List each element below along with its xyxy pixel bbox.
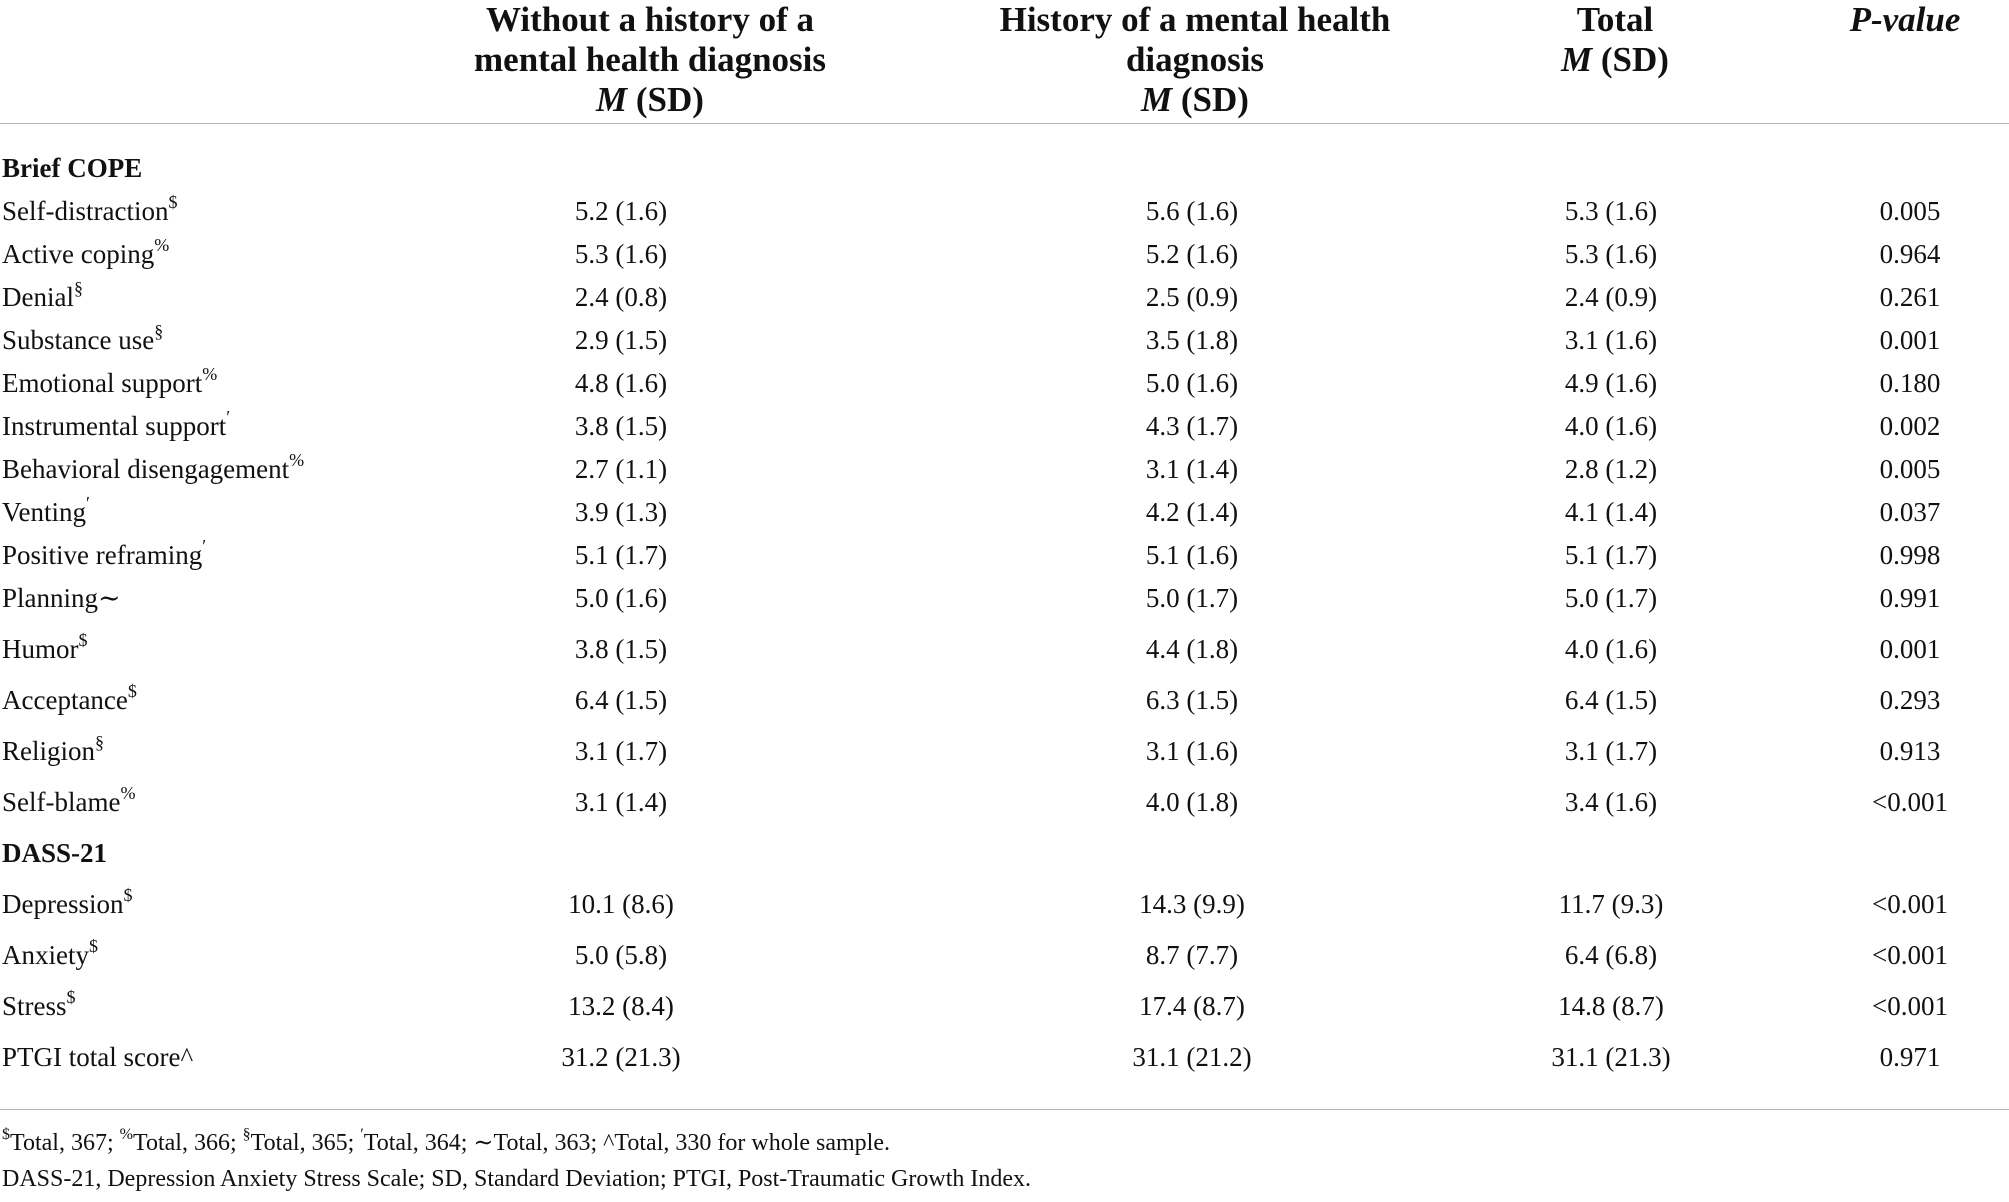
cell-total: 5.0 (1.7) [1564,583,1658,613]
table-header [0,0,2009,123]
row-label-text: Humor [2,634,79,664]
cell-history: 2.5 (0.9) [1145,282,1239,312]
cell-pvalue: 0.991 [1879,583,1941,613]
cell-without-history: 5.1 (1.7) [574,540,668,570]
row-label-text: Behavioral disengagement [2,454,290,484]
cell-without-history: 3.9 (1.3) [574,497,668,527]
cell-history: 5.1 (1.6) [1145,540,1239,570]
cell-total: 3.4 (1.6) [1564,787,1658,817]
cell-history: 5.0 (1.7) [1145,583,1239,613]
row-label-text: Depression [2,889,124,919]
cell-pvalue: 0.180 [1879,368,1941,398]
footnote-mark: % [202,364,218,384]
cell-pvalue: 0.293 [1879,685,1941,715]
cell-history: 4.4 (1.8) [1145,634,1239,664]
table-row [0,884,2009,924]
cell-total: 14.8 (8.7) [1558,991,1664,1021]
cell-history: 4.0 (1.8) [1145,787,1239,817]
table-row [0,1037,2009,1077]
header-pvalue-label: P-value [1849,0,1961,39]
footnote-mark: § [73,278,83,298]
footnote-text: Total, 364; ∼Total, 363; ^Total, 330 for whole sample. [363,1130,890,1156]
row-label [2,492,90,532]
row-label-text: Stress [2,991,67,1021]
cell-total: 5.3 (1.6) [1564,239,1658,269]
header-history-line1: History of a mental health [999,0,1391,39]
cell-total: 2.4 (0.9) [1564,282,1658,312]
cell-history: 5.2 (1.6) [1145,239,1239,269]
cell-pvalue: <0.001 [1872,991,1948,1021]
cell-pvalue: <0.001 [1872,940,1948,970]
footnote-mark: § [154,321,164,341]
header-total-stat [1500,40,1730,80]
cell-without-history: 13.2 (8.4) [568,991,674,1021]
cell-total: 4.0 (1.6) [1564,411,1658,441]
row-label-text: Venting [2,497,86,527]
cell-without-history: 2.4 (0.8) [574,282,668,312]
row-label-text: Religion [2,736,95,766]
cell-total: 2.8 (1.2) [1564,454,1658,484]
footer-divider [0,1109,2009,1110]
footnote-text: Total, 365; [250,1130,361,1156]
row-label [2,884,132,924]
footnote-mark: ′ [226,407,231,427]
cell-total: 5.3 (1.6) [1564,196,1658,226]
table-row [0,492,2009,532]
footnote-mark: $ [168,192,178,212]
footnote-mark: $ [123,885,133,905]
row-label [2,629,88,669]
cell-total: 31.1 (21.3) [1551,1042,1671,1072]
footnote-mark: % [154,235,170,255]
cell-total: 3.1 (1.7) [1564,736,1658,766]
header-without-history [440,0,860,120]
table-row [0,935,2009,975]
row-label [2,731,104,771]
row-label-text: Acceptance [2,685,128,715]
row-label [2,680,137,720]
cell-pvalue: 0.002 [1879,411,1941,441]
cell-history: 3.1 (1.4) [1145,454,1239,484]
row-label-text: Instrumental support [2,411,227,441]
row-label [2,1037,193,1077]
section-row [0,148,2009,188]
header-total [1500,0,1730,80]
footnote-mark: § [95,732,104,752]
table-row [0,535,2009,575]
stat-m: M [1141,80,1173,119]
table-row [0,191,2009,231]
row-label-text: Substance use [2,325,155,355]
cell-without-history: 2.9 (1.5) [574,325,668,355]
footnote-mark: $ [66,987,76,1007]
row-label [2,935,98,975]
header-without-line2: mental health diagnosis [474,40,826,79]
cell-history: 3.1 (1.6) [1145,736,1239,766]
cell-pvalue: 0.971 [1879,1042,1941,1072]
row-label-text: Planning∼ [2,583,121,613]
cell-total: 11.7 (9.3) [1558,889,1664,919]
table-row [0,782,2009,822]
cell-without-history: 10.1 (8.6) [568,889,674,919]
footnote-mark: ′ [86,493,90,513]
cell-without-history: 5.0 (5.8) [574,940,668,970]
row-label [2,986,76,1026]
cell-total: 4.9 (1.6) [1564,368,1658,398]
row-label [2,363,217,403]
stat-sd: (SD) [1180,80,1249,119]
cell-pvalue: 0.998 [1879,540,1941,570]
header-divider [0,123,2009,124]
cell-without-history: 4.8 (1.6) [574,368,668,398]
cell-total: 4.1 (1.4) [1564,497,1658,527]
cell-history: 3.5 (1.8) [1145,325,1239,355]
header-without-line1: Without a history of a [486,0,814,39]
footnote-text: Total, 367; [10,1130,120,1156]
row-label-text: Denial [2,282,74,312]
section-title: Brief COPE [2,153,143,183]
footnote-mark: $ [78,630,88,650]
cell-without-history: 3.8 (1.5) [574,634,668,664]
cell-pvalue: 0.913 [1879,736,1941,766]
cell-history: 5.6 (1.6) [1145,196,1239,226]
table-row [0,629,2009,669]
cell-without-history: 5.3 (1.6) [574,239,668,269]
table-row [0,363,2009,403]
cell-without-history: 6.4 (1.5) [574,685,668,715]
header-history-line2: diagnosis [1125,40,1265,79]
cell-history: 4.2 (1.4) [1145,497,1239,527]
cell-total: 6.4 (6.8) [1564,940,1658,970]
cell-history: 14.3 (9.9) [1139,889,1245,919]
row-label [2,234,169,274]
cell-without-history: 5.2 (1.6) [574,196,668,226]
table-row [0,406,2009,446]
row-label [2,320,163,360]
row-label [2,191,177,231]
row-label [2,406,230,446]
cell-history: 5.0 (1.6) [1145,368,1239,398]
table-row [0,680,2009,720]
table-row [0,731,2009,771]
footnote-mark: ′ [360,1126,364,1143]
table-row [0,277,2009,317]
footnote-abbreviations: DASS-21, Depression Anxiety Stress Scale; SD, Standard Deviation; PTGI, Post-Traumatic Growth Index. [2,1166,1032,1192]
stat-m: M [596,80,628,119]
table-row [0,578,2009,618]
row-label-text: Emotional support [2,368,203,398]
cell-without-history: 3.1 (1.7) [574,736,668,766]
row-label-text: PTGI total score^ [2,1042,194,1072]
cell-total: 3.1 (1.6) [1564,325,1658,355]
stat-m: M [1561,40,1593,79]
footnote-text: Total, 366; [132,1130,243,1156]
cell-without-history: 5.0 (1.6) [574,583,668,613]
row-label [2,535,206,575]
row-label [2,578,121,618]
header-pvalue [1800,0,2009,40]
cell-without-history: 3.1 (1.4) [574,787,668,817]
header-total-label: Total [1576,0,1654,39]
cell-without-history: 3.8 (1.5) [574,411,668,441]
cell-pvalue: 0.005 [1879,196,1941,226]
row-label-text: Anxiety [2,940,89,970]
cell-history: 4.3 (1.7) [1145,411,1239,441]
row-label-text: Self-blame [2,787,121,817]
footnote-mark: % [120,783,136,803]
row-label-text: Self-distraction [2,196,169,226]
table-row [0,320,2009,360]
cell-without-history: 2.7 (1.1) [574,454,668,484]
cell-history: 17.4 (8.7) [1139,991,1245,1021]
table-row [0,234,2009,274]
cell-total: 4.0 (1.6) [1564,634,1658,664]
header-history-stat [970,80,1420,120]
row-label-text: Positive reframing [2,540,203,570]
footnote-mark: % [119,1126,133,1143]
table-row [0,449,2009,489]
cell-pvalue: <0.001 [1872,787,1948,817]
footnote-mark: $ [2,1126,10,1143]
cell-pvalue: 0.005 [1879,454,1941,484]
cell-total: 5.1 (1.7) [1564,540,1658,570]
cell-pvalue: 0.001 [1879,634,1941,664]
header-history [970,0,1420,120]
section-title: DASS-21 [2,838,108,868]
footnote-symbols [2,1127,890,1159]
row-label [2,782,135,822]
row-label-text: Active coping [2,239,155,269]
cell-history: 8.7 (7.7) [1145,940,1239,970]
stat-sd: (SD) [635,80,704,119]
row-label [2,277,83,317]
cell-without-history: 31.2 (21.3) [561,1042,681,1072]
cell-pvalue: 0.964 [1879,239,1941,269]
cell-pvalue: 0.001 [1879,325,1941,355]
footnote-mark: $ [127,681,137,701]
footnote-mark: $ [89,936,98,956]
footnote-mark: % [289,450,305,470]
table-row [0,986,2009,1026]
cell-pvalue: 0.261 [1879,282,1941,312]
cell-pvalue: <0.001 [1872,889,1948,919]
cell-pvalue: 0.037 [1879,497,1941,527]
header-without-stat [440,80,860,120]
cell-history: 6.3 (1.5) [1145,685,1239,715]
section-row [0,833,2009,873]
row-label [2,449,304,489]
stat-sd: (SD) [1600,40,1669,79]
cell-history: 31.1 (21.2) [1132,1042,1252,1072]
footnote-mark: ′ [202,536,207,556]
cell-total: 6.4 (1.5) [1564,685,1658,715]
footnote-mark: § [242,1126,251,1143]
